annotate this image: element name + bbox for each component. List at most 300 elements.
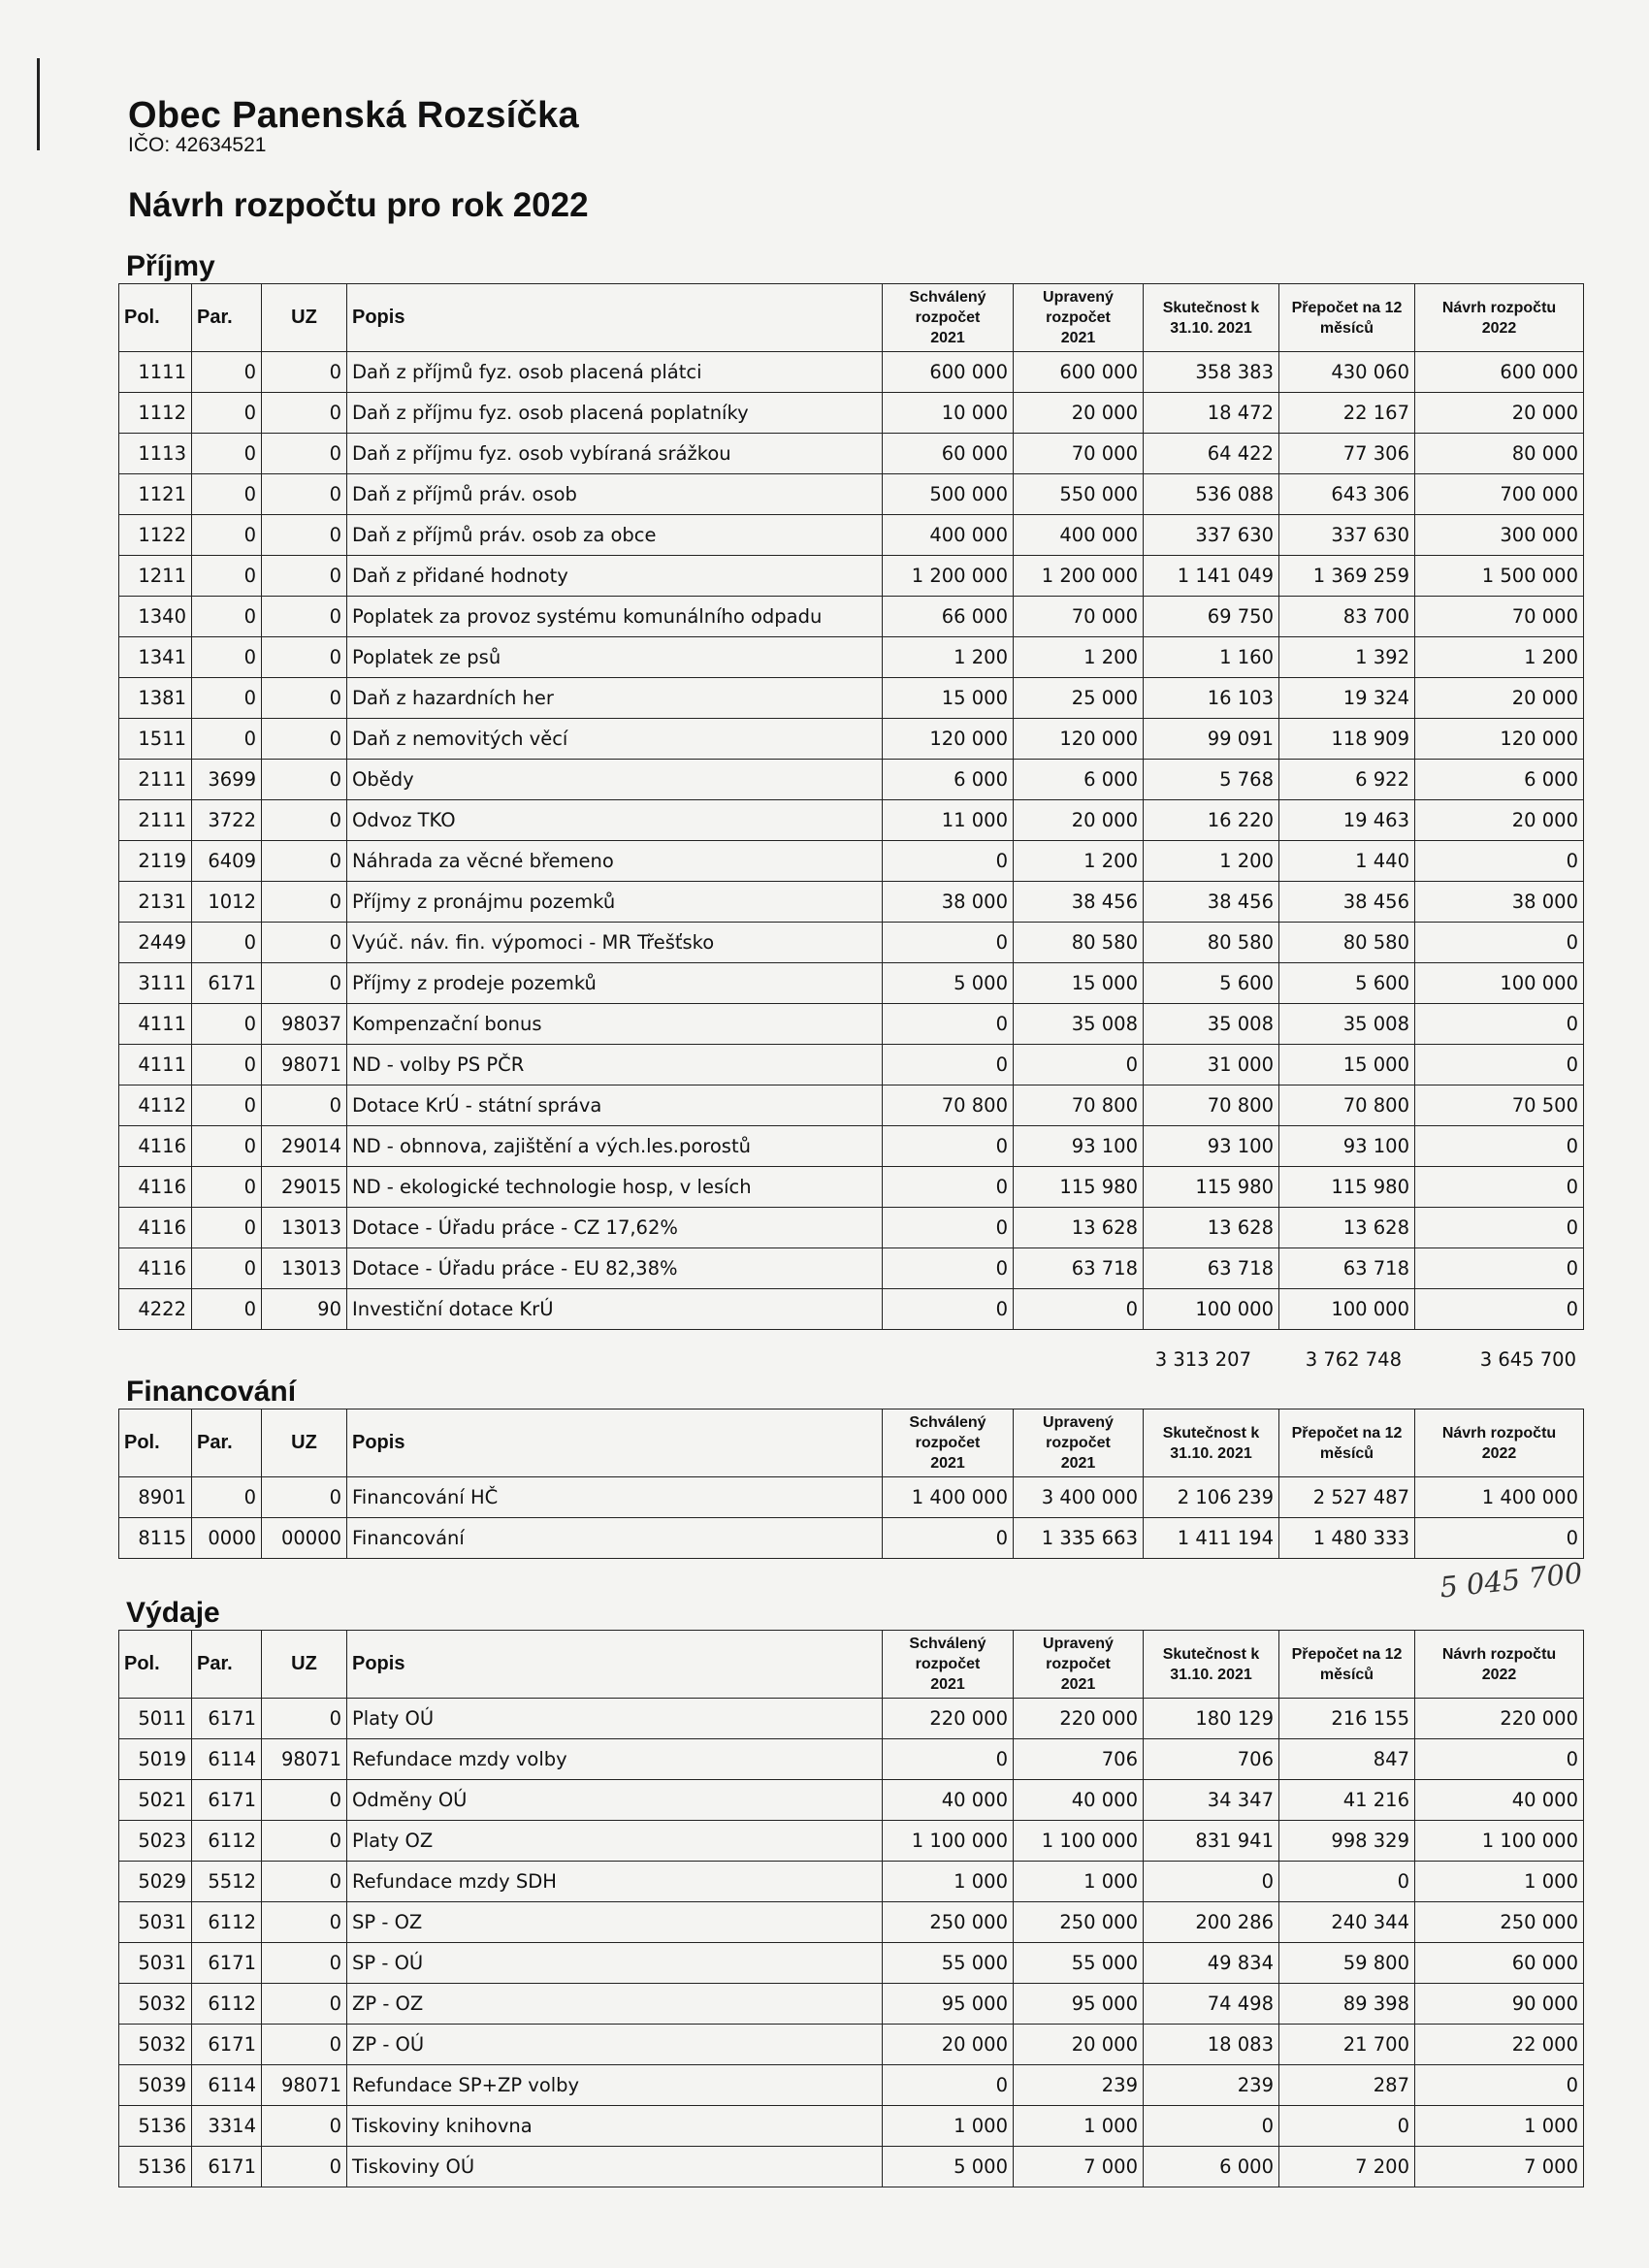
cell-prepocet: 41 216 — [1279, 1780, 1415, 1821]
cell-popis: Příjmy z pronájmu pozemků — [347, 882, 883, 923]
cell-popis: Platy OZ — [347, 1821, 883, 1862]
cell-upraveny: 25 000 — [1014, 678, 1144, 719]
cell-popis: Odměny OÚ — [347, 1780, 883, 1821]
cell-popis: Dotace - Úřadu práce - EU 82,38% — [347, 1248, 883, 1289]
cell-pol: 4116 — [119, 1126, 192, 1167]
cell-uz: 0 — [262, 1477, 347, 1518]
cell-skutecnost: 706 — [1144, 1739, 1279, 1780]
table-row — [119, 1208, 1584, 1248]
column-header-line: Skutečnost k — [1162, 299, 1260, 316]
column-header-line: 2022 — [1481, 1444, 1517, 1462]
cell-schvaleny: 0 — [883, 841, 1014, 882]
column-header-uz: UZ — [262, 1409, 347, 1477]
cell-pol: 8115 — [119, 1518, 192, 1559]
cell-navrh: 120 000 — [1415, 719, 1584, 760]
scan-mark — [37, 58, 40, 150]
cell-popis: Refundace SP+ZP volby — [347, 2065, 883, 2106]
section-title-vydaje: Výdaje — [126, 1597, 220, 1629]
cell-upraveny: 95 000 — [1014, 1984, 1144, 2025]
cell-par: 6112 — [192, 1821, 262, 1862]
cell-upraveny: 70 000 — [1014, 434, 1144, 474]
cell-par: 0 — [192, 352, 262, 393]
cell-par: 0 — [192, 556, 262, 597]
cell-pol: 1113 — [119, 434, 192, 474]
column-header-uz: UZ — [262, 1631, 347, 1699]
cell-pol: 5011 — [119, 1699, 192, 1739]
column-header-line: Schválený — [909, 1414, 986, 1431]
cell-par: 6171 — [192, 2147, 262, 2187]
cell-skutecnost: 16 220 — [1144, 800, 1279, 841]
cell-pol: 4116 — [119, 1167, 192, 1208]
cell-par: 1012 — [192, 882, 262, 923]
cell-uz: 0 — [262, 2106, 347, 2147]
cell-upraveny: 1 200 000 — [1014, 556, 1144, 597]
cell-par: 6112 — [192, 1984, 262, 2025]
cell-pol: 4116 — [119, 1248, 192, 1289]
cell-skutecnost: 6 000 — [1144, 2147, 1279, 2187]
column-header-popis: Popis — [347, 1409, 883, 1477]
cell-prepocet: 89 398 — [1279, 1984, 1415, 2025]
column-header-line: 31.10. 2021 — [1170, 1444, 1252, 1462]
cell-uz: 0 — [262, 2147, 347, 2187]
column-header-line: Upravený — [1043, 1414, 1114, 1431]
cell-upraveny: 220 000 — [1014, 1699, 1144, 1739]
cell-skutecnost: 831 941 — [1144, 1821, 1279, 1862]
cell-skutecnost: 1 200 — [1144, 841, 1279, 882]
cell-upraveny: 70 000 — [1014, 597, 1144, 637]
cell-navrh: 0 — [1415, 1045, 1584, 1085]
cell-pol: 4222 — [119, 1289, 192, 1330]
cell-uz: 00000 — [262, 1518, 347, 1559]
cell-popis: Poplatek ze psů — [347, 637, 883, 678]
cell-upraveny: 7 000 — [1014, 2147, 1144, 2187]
cell-schvaleny: 0 — [883, 1248, 1014, 1289]
cell-upraveny: 20 000 — [1014, 2025, 1144, 2065]
cell-pol: 5136 — [119, 2147, 192, 2187]
table-row — [119, 2065, 1584, 2106]
cell-prepocet: 2 527 487 — [1279, 1477, 1415, 1518]
cell-skutecnost: 18 083 — [1144, 2025, 1279, 2065]
cell-navrh: 70 000 — [1415, 597, 1584, 637]
column-header-uz: UZ — [262, 284, 347, 352]
cell-schvaleny: 5 000 — [883, 963, 1014, 1004]
cell-pol: 1381 — [119, 678, 192, 719]
column-header-prepocet — [1279, 1409, 1415, 1477]
cell-navrh: 300 000 — [1415, 515, 1584, 556]
cell-prepocet: 847 — [1279, 1739, 1415, 1780]
cell-skutecnost: 63 718 — [1144, 1248, 1279, 1289]
cell-upraveny: 1 335 663 — [1014, 1518, 1144, 1559]
table-row — [119, 2025, 1584, 2065]
cell-pol: 4116 — [119, 1208, 192, 1248]
table-row — [119, 1902, 1584, 1943]
cell-uz: 0 — [262, 678, 347, 719]
cell-upraveny: 550 000 — [1014, 474, 1144, 515]
cell-prepocet: 5 600 — [1279, 963, 1415, 1004]
cell-skutecnost: 13 628 — [1144, 1208, 1279, 1248]
cell-pol: 2131 — [119, 882, 192, 923]
cell-schvaleny: 0 — [883, 1518, 1014, 1559]
cell-uz: 0 — [262, 637, 347, 678]
cell-schvaleny: 400 000 — [883, 515, 1014, 556]
cell-upraveny: 239 — [1014, 2065, 1144, 2106]
cell-popis: Obědy — [347, 760, 883, 800]
cell-upraveny: 13 628 — [1014, 1208, 1144, 1248]
column-header-navrh — [1415, 284, 1584, 352]
table-row — [119, 1248, 1584, 1289]
table-row — [119, 923, 1584, 963]
cell-upraveny: 38 456 — [1014, 882, 1144, 923]
cell-popis: Investiční dotace KrÚ — [347, 1289, 883, 1330]
cell-navrh: 0 — [1415, 1248, 1584, 1289]
cell-pol: 5032 — [119, 2025, 192, 2065]
column-header-line: Návrh rozpočtu — [1441, 1424, 1557, 1442]
cell-navrh: 0 — [1415, 1208, 1584, 1248]
section-title-prijmy: Příjmy — [126, 250, 215, 282]
column-header-line: rozpočet — [1046, 1435, 1111, 1451]
cell-par: 6114 — [192, 1739, 262, 1780]
table-row — [119, 352, 1584, 393]
cell-schvaleny: 1 200 000 — [883, 556, 1014, 597]
cell-par: 0 — [192, 597, 262, 637]
table-row — [119, 841, 1584, 882]
cell-popis: ZP - OÚ — [347, 2025, 883, 2065]
cell-popis: Náhrada za věcné břemeno — [347, 841, 883, 882]
cell-par: 0 — [192, 1167, 262, 1208]
cell-pol: 5019 — [119, 1739, 192, 1780]
cell-schvaleny: 95 000 — [883, 1984, 1014, 2025]
cell-prepocet: 6 922 — [1279, 760, 1415, 800]
cell-skutecnost: 38 456 — [1144, 882, 1279, 923]
cell-prepocet: 1 369 259 — [1279, 556, 1415, 597]
cell-prepocet: 35 008 — [1279, 1004, 1415, 1045]
column-header-line: 2022 — [1481, 1666, 1517, 1683]
cell-prepocet: 240 344 — [1279, 1902, 1415, 1943]
column-header-line: rozpočet — [915, 309, 981, 326]
cell-popis: SP - OZ — [347, 1902, 883, 1943]
cell-skutecnost: 115 980 — [1144, 1167, 1279, 1208]
cell-skutecnost: 18 472 — [1144, 393, 1279, 434]
cell-schvaleny: 70 800 — [883, 1085, 1014, 1126]
column-header-popis: Popis — [347, 284, 883, 352]
cell-upraveny: 250 000 — [1014, 1902, 1144, 1943]
cell-schvaleny: 1 200 — [883, 637, 1014, 678]
cell-skutecnost: 100 000 — [1144, 1289, 1279, 1330]
cell-uz: 0 — [262, 963, 347, 1004]
cell-pol: 2111 — [119, 800, 192, 841]
cell-prepocet: 13 628 — [1279, 1208, 1415, 1248]
cell-popis: Daň z příjmů fyz. osob placená plátci — [347, 352, 883, 393]
cell-popis: Daň z příjmů práv. osob za obce — [347, 515, 883, 556]
cell-par: 6114 — [192, 2065, 262, 2106]
table-prijmy — [118, 283, 1584, 1330]
cell-schvaleny: 500 000 — [883, 474, 1014, 515]
table-row — [119, 1821, 1584, 1862]
cell-pol: 4111 — [119, 1004, 192, 1045]
cell-skutecnost: 16 103 — [1144, 678, 1279, 719]
cell-upraveny: 6 000 — [1014, 760, 1144, 800]
cell-uz: 0 — [262, 597, 347, 637]
cell-par: 0 — [192, 1045, 262, 1085]
table-row — [119, 678, 1584, 719]
cell-navrh: 600 000 — [1415, 352, 1584, 393]
cell-uz: 0 — [262, 1085, 347, 1126]
column-header-line: měsíců — [1319, 1444, 1374, 1462]
cell-uz: 0 — [262, 719, 347, 760]
cell-par: 0 — [192, 678, 262, 719]
cell-popis: Příjmy z prodeje pozemků — [347, 963, 883, 1004]
cell-upraveny: 1 000 — [1014, 2106, 1144, 2147]
cell-navrh: 70 500 — [1415, 1085, 1584, 1126]
cell-par: 0 — [192, 474, 262, 515]
cell-prepocet: 337 630 — [1279, 515, 1415, 556]
cell-uz: 0 — [262, 393, 347, 434]
table-row — [119, 2147, 1584, 2187]
cell-popis: Dotace KrÚ - státní správa — [347, 1085, 883, 1126]
cell-popis: Refundace mzdy SDH — [347, 1862, 883, 1902]
cell-navrh: 20 000 — [1415, 800, 1584, 841]
cell-uz: 0 — [262, 1902, 347, 1943]
cell-uz: 29015 — [262, 1167, 347, 1208]
table-header-row — [119, 1409, 1584, 1477]
cell-upraveny: 63 718 — [1014, 1248, 1144, 1289]
table-row — [119, 1289, 1584, 1330]
table-row — [119, 1167, 1584, 1208]
cell-pol: 5029 — [119, 1862, 192, 1902]
cell-uz: 0 — [262, 352, 347, 393]
cell-pol: 5039 — [119, 2065, 192, 2106]
cell-prepocet: 77 306 — [1279, 434, 1415, 474]
cell-par: 0 — [192, 719, 262, 760]
cell-navrh: 250 000 — [1415, 1902, 1584, 1943]
cell-skutecnost: 74 498 — [1144, 1984, 1279, 2025]
cell-navrh: 80 000 — [1415, 434, 1584, 474]
cell-pol: 1112 — [119, 393, 192, 434]
cell-upraveny: 80 580 — [1014, 923, 1144, 963]
cell-uz: 98071 — [262, 2065, 347, 2106]
column-header-par: Par. — [192, 1631, 262, 1699]
cell-navrh: 0 — [1415, 1739, 1584, 1780]
cell-uz: 98071 — [262, 1045, 347, 1085]
table-row — [119, 1984, 1584, 2025]
cell-skutecnost: 80 580 — [1144, 923, 1279, 963]
cell-upraveny: 1 100 000 — [1014, 1821, 1144, 1862]
cell-navrh: 0 — [1415, 923, 1584, 963]
table-row — [119, 637, 1584, 678]
cell-prepocet: 7 200 — [1279, 2147, 1415, 2187]
table-row — [119, 474, 1584, 515]
column-header-line: 2021 — [1060, 1676, 1096, 1693]
column-header-line: rozpočet — [1046, 309, 1111, 326]
cell-schvaleny: 1 000 — [883, 2106, 1014, 2147]
table-row — [119, 1477, 1584, 1518]
cell-navrh: 700 000 — [1415, 474, 1584, 515]
cell-par: 0 — [192, 1004, 262, 1045]
cell-pol: 2119 — [119, 841, 192, 882]
cell-pol: 1341 — [119, 637, 192, 678]
cell-popis: Daň z příjmu fyz. osob vybíraná srážkou — [347, 434, 883, 474]
org-ico: IČO: 42634521 — [128, 134, 267, 156]
cell-uz: 0 — [262, 923, 347, 963]
cell-skutecnost: 31 000 — [1144, 1045, 1279, 1085]
column-header-line: Schválený — [909, 289, 986, 306]
cell-par: 6171 — [192, 1780, 262, 1821]
cell-navrh: 0 — [1415, 1167, 1584, 1208]
column-header-skutecnost — [1144, 1631, 1279, 1699]
cell-uz: 0 — [262, 1699, 347, 1739]
cell-upraveny: 1 000 — [1014, 1862, 1144, 1902]
cell-popis: Daň z příjmu fyz. osob placená poplatníky — [347, 393, 883, 434]
cell-popis: ZP - OZ — [347, 1984, 883, 2025]
table-row — [119, 515, 1584, 556]
column-header-upraveny — [1014, 1631, 1144, 1699]
cell-prepocet: 93 100 — [1279, 1126, 1415, 1167]
cell-par: 0000 — [192, 1518, 262, 1559]
column-header-par: Par. — [192, 284, 262, 352]
cell-pol: 2111 — [119, 760, 192, 800]
cell-par: 0 — [192, 1248, 262, 1289]
cell-popis: Daň z příjmů práv. osob — [347, 474, 883, 515]
cell-schvaleny: 120 000 — [883, 719, 1014, 760]
column-header-pol: Pol. — [119, 1409, 192, 1477]
cell-popis: ND - obnnova, zajištění a vých.les.porostů — [347, 1126, 883, 1167]
total-navrh: 3 645 700 — [1479, 1348, 1576, 1371]
column-header-line: Skutečnost k — [1162, 1645, 1260, 1663]
cell-popis: Tiskoviny knihovna — [347, 2106, 883, 2147]
cell-schvaleny: 1 000 — [883, 1862, 1014, 1902]
cell-navrh: 22 000 — [1415, 2025, 1584, 2065]
cell-pol: 8901 — [119, 1477, 192, 1518]
cell-popis: Daň z hazardních her — [347, 678, 883, 719]
cell-navrh: 20 000 — [1415, 678, 1584, 719]
cell-navrh: 1 400 000 — [1415, 1477, 1584, 1518]
cell-popis: Daň z přidané hodnoty — [347, 556, 883, 597]
cell-skutecnost: 239 — [1144, 2065, 1279, 2106]
cell-prepocet: 115 980 — [1279, 1167, 1415, 1208]
cell-skutecnost: 1 141 049 — [1144, 556, 1279, 597]
cell-upraveny: 0 — [1014, 1289, 1144, 1330]
table-row — [119, 1004, 1584, 1045]
cell-upraveny: 70 800 — [1014, 1085, 1144, 1126]
cell-skutecnost: 5 768 — [1144, 760, 1279, 800]
cell-par: 3314 — [192, 2106, 262, 2147]
cell-schvaleny: 55 000 — [883, 1943, 1014, 1984]
table-row — [119, 1518, 1584, 1559]
cell-schvaleny: 15 000 — [883, 678, 1014, 719]
cell-prepocet: 1 480 333 — [1279, 1518, 1415, 1559]
cell-popis: SP - OÚ — [347, 1943, 883, 1984]
cell-prepocet: 100 000 — [1279, 1289, 1415, 1330]
cell-navrh: 60 000 — [1415, 1943, 1584, 1984]
cell-skutecnost: 536 088 — [1144, 474, 1279, 515]
column-header-line: 31.10. 2021 — [1170, 1666, 1252, 1683]
column-header-line: 2021 — [930, 330, 965, 346]
cell-skutecnost: 2 106 239 — [1144, 1477, 1279, 1518]
cell-par: 5512 — [192, 1862, 262, 1902]
cell-upraveny: 0 — [1014, 1045, 1144, 1085]
cell-uz: 0 — [262, 2025, 347, 2065]
cell-navrh: 1 500 000 — [1415, 556, 1584, 597]
cell-upraveny: 1 200 — [1014, 841, 1144, 882]
cell-navrh: 7 000 — [1415, 2147, 1584, 2187]
column-header-schvaleny — [883, 1631, 1014, 1699]
cell-par: 0 — [192, 1289, 262, 1330]
cell-navrh: 1 000 — [1415, 1862, 1584, 1902]
cell-schvaleny: 10 000 — [883, 393, 1014, 434]
cell-navrh: 0 — [1415, 1289, 1584, 1330]
cell-popis: Tiskoviny OÚ — [347, 2147, 883, 2187]
column-header-line: Přepočet na 12 — [1291, 299, 1403, 316]
column-header-navrh — [1415, 1631, 1584, 1699]
column-header-pol: Pol. — [119, 284, 192, 352]
cell-prepocet: 0 — [1279, 2106, 1415, 2147]
column-header-line: 31.10. 2021 — [1170, 319, 1252, 337]
column-header-upraveny — [1014, 1409, 1144, 1477]
cell-navrh: 220 000 — [1415, 1699, 1584, 1739]
cell-schvaleny: 0 — [883, 1208, 1014, 1248]
column-header-line: 2022 — [1481, 319, 1517, 337]
cell-pol: 1121 — [119, 474, 192, 515]
table-row — [119, 393, 1584, 434]
cell-par: 0 — [192, 515, 262, 556]
cell-navrh: 40 000 — [1415, 1780, 1584, 1821]
cell-navrh: 0 — [1415, 1004, 1584, 1045]
cell-upraveny: 93 100 — [1014, 1126, 1144, 1167]
table-vydaje — [118, 1630, 1584, 2187]
cell-skutecnost: 180 129 — [1144, 1699, 1279, 1739]
cell-upraveny: 400 000 — [1014, 515, 1144, 556]
cell-skutecnost: 1 411 194 — [1144, 1518, 1279, 1559]
cell-pol: 1511 — [119, 719, 192, 760]
cell-prepocet: 998 329 — [1279, 1821, 1415, 1862]
cell-skutecnost: 0 — [1144, 1862, 1279, 1902]
table-row — [119, 1699, 1584, 1739]
cell-upraveny: 115 980 — [1014, 1167, 1144, 1208]
cell-popis: Refundace mzdy volby — [347, 1739, 883, 1780]
cell-pol: 5031 — [119, 1943, 192, 1984]
cell-uz: 0 — [262, 1780, 347, 1821]
column-header-line: rozpočet — [915, 1435, 981, 1451]
cell-skutecnost: 93 100 — [1144, 1126, 1279, 1167]
column-header-line: Návrh rozpočtu — [1441, 1645, 1557, 1663]
cell-prepocet: 19 463 — [1279, 800, 1415, 841]
cell-uz: 0 — [262, 882, 347, 923]
cell-skutecnost: 5 600 — [1144, 963, 1279, 1004]
column-header-line: 2021 — [930, 1676, 965, 1693]
cell-schvaleny: 0 — [883, 2065, 1014, 2106]
cell-upraveny: 20 000 — [1014, 393, 1144, 434]
cell-uz: 0 — [262, 556, 347, 597]
column-header-line: Přepočet na 12 — [1291, 1645, 1403, 1663]
cell-uz: 90 — [262, 1289, 347, 1330]
cell-navrh: 6 000 — [1415, 760, 1584, 800]
cell-par: 6171 — [192, 963, 262, 1004]
column-header-line: 2021 — [1060, 330, 1096, 346]
cell-uz: 0 — [262, 515, 347, 556]
cell-navrh: 1 000 — [1415, 2106, 1584, 2147]
column-header-prepocet — [1279, 1631, 1415, 1699]
cell-uz: 29014 — [262, 1126, 347, 1167]
cell-schvaleny: 5 000 — [883, 2147, 1014, 2187]
cell-prepocet: 70 800 — [1279, 1085, 1415, 1126]
cell-upraveny: 15 000 — [1014, 963, 1144, 1004]
cell-schvaleny: 0 — [883, 1167, 1014, 1208]
cell-pol: 3111 — [119, 963, 192, 1004]
cell-prepocet: 21 700 — [1279, 2025, 1415, 2065]
cell-skutecnost: 358 383 — [1144, 352, 1279, 393]
cell-pol: 5023 — [119, 1821, 192, 1862]
cell-popis: Poplatek za provoz systému komunálního odpadu — [347, 597, 883, 637]
